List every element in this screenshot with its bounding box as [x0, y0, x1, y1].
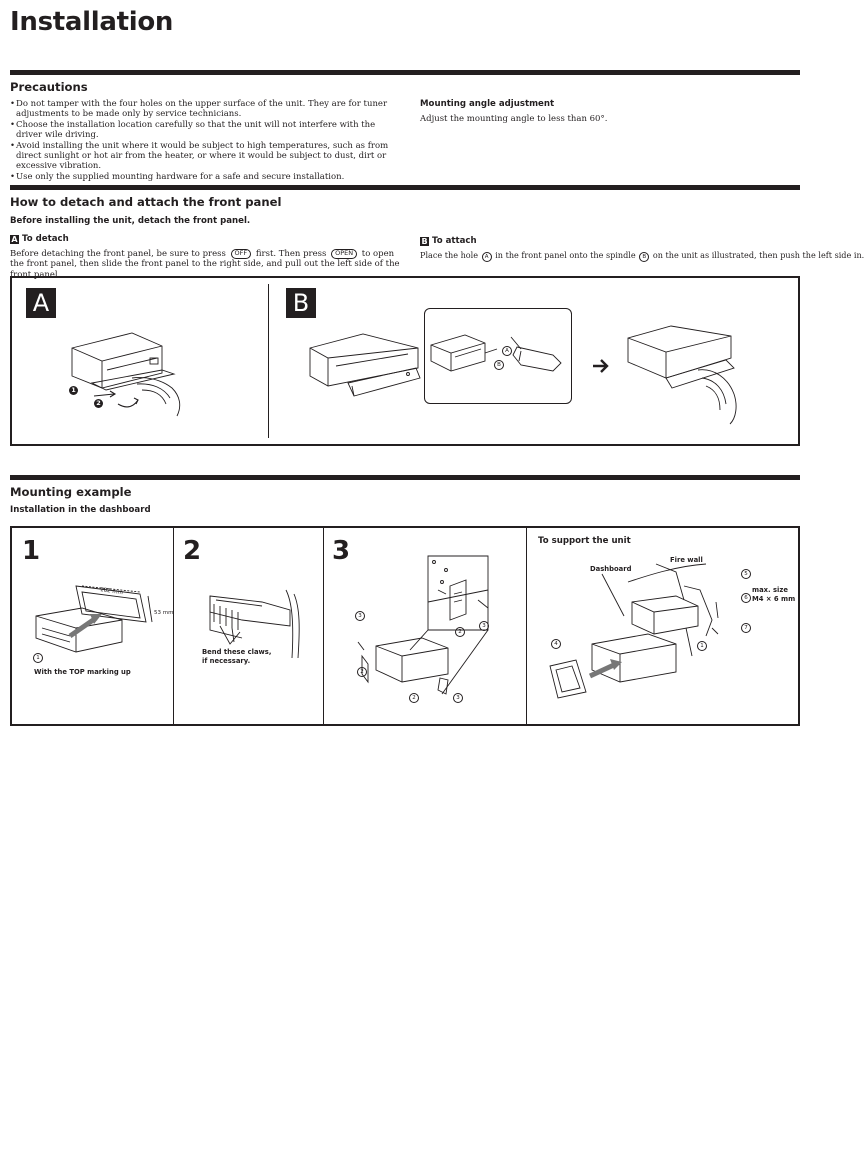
support-callout: [696, 632, 708, 651]
callout-circle: 1: [33, 653, 43, 663]
step-2-marker: 2: [94, 399, 103, 408]
support-heading: To support the unit: [538, 536, 631, 546]
caption-line: M4 × 6 mm: [752, 594, 796, 603]
callout-b-circle: B: [494, 360, 504, 370]
callout-a-circle: A: [502, 346, 512, 356]
step-3-callout: [454, 618, 466, 637]
support-callout: [740, 560, 752, 579]
mounting-heading: Mounting example: [10, 485, 132, 499]
arrow-right-icon: [592, 358, 610, 374]
detach-text-part: to open the front panel, then slide the front panel to the right side, and pull out the left side of the front panel.: [10, 249, 400, 280]
angle-heading: Mounting angle adjustment: [420, 99, 555, 109]
screw-size-label: [752, 586, 795, 603]
detach-badge: A: [11, 235, 18, 244]
section-rule: [10, 475, 800, 480]
dashboard-label: Dashboard: [590, 565, 632, 573]
fire-wall-label: Fire wall: [670, 556, 703, 564]
callout-circle: 3: [355, 611, 365, 621]
detach-heading-text: To detach: [22, 234, 69, 244]
zoom-callout-box: [424, 308, 572, 404]
detach-heading: [10, 234, 69, 244]
callout-circle: 2: [357, 667, 367, 677]
attach-badge: B: [421, 237, 428, 246]
spindle-b-mark: B: [639, 252, 649, 262]
caption-line: max. size: [752, 586, 788, 594]
section-rule: [10, 70, 800, 75]
step-1-marker: 1: [69, 386, 78, 395]
mounting-subheading: Installation in the dashboard: [10, 505, 151, 515]
attach-heading-text: To attach: [432, 236, 477, 246]
support-illustration: [536, 556, 756, 704]
list-item: • Avoid installing the unit where it would be subject to high temperatures, such as from direct sunlight or hot air from the heater, or where it would be subject to dust, dirt or excessive vibration.: [10, 141, 395, 172]
list-item: • Do not tamper with the four holes on the upper surface of the unit. They are for tuner adjustments to be made only by service technicians.: [10, 99, 395, 120]
step-3-callout: [354, 602, 366, 621]
step-2-caption: [202, 648, 271, 665]
step-1-dim-width: 182 mm: [99, 587, 124, 597]
section-rule: [10, 185, 800, 190]
precautions-heading: Precautions: [10, 80, 88, 94]
front-panel-subheading: Before installing the unit, detach the front panel.: [10, 216, 251, 226]
callout-circle: 5: [741, 569, 751, 579]
precautions-list: [10, 99, 395, 182]
callout-circle: 7: [741, 623, 751, 633]
list-item: • Use only the supplied mounting hardware for a safe and secure installation.: [10, 172, 395, 182]
caption-line: Bend these claws,: [202, 648, 272, 656]
step-1-dim-height: 53 mm: [154, 610, 174, 616]
step-1-callout: [32, 644, 44, 663]
callout-b-marker: [493, 351, 505, 370]
angle-text: Adjust the mounting angle to less than 60°.: [420, 114, 608, 124]
step-3-callout: [356, 658, 368, 677]
figure-divider: [173, 528, 174, 724]
figure-divider: [526, 528, 527, 724]
step-3-callout: [408, 684, 420, 703]
callout-circle: 3: [479, 621, 489, 631]
mounting-figure: [10, 526, 800, 726]
step-1-illustration: [30, 580, 174, 660]
page-title: Installation: [10, 7, 174, 37]
attach-unit-illustration: [308, 328, 426, 408]
figure-label-a: A: [26, 288, 56, 318]
callout-circle: 4: [551, 639, 561, 649]
front-panel-figure: [10, 276, 800, 446]
attach-text-part: in the front panel onto the spindle: [495, 250, 636, 260]
callout-circle: 3: [453, 693, 463, 703]
figure-label-b: B: [286, 288, 316, 318]
attach-text-part: Place the hole: [420, 250, 479, 260]
step-1-caption: With the TOP marking up: [34, 668, 131, 676]
step-3-callout: [478, 612, 490, 631]
detach-illustration: [62, 328, 202, 423]
step-3-number: 3: [332, 536, 351, 566]
hole-a-mark: A: [482, 252, 492, 262]
attach-heading: [420, 236, 477, 246]
callout-circle: 1: [697, 641, 707, 651]
off-key-symbol: OFF: [231, 249, 252, 259]
detach-text-part: Before detaching the front panel, be sure to press: [10, 249, 226, 259]
figure-divider: [268, 284, 269, 438]
attached-unit-illustration: [626, 322, 766, 427]
front-panel-heading: How to detach and attach the front panel: [10, 195, 282, 209]
attach-text: [420, 250, 864, 262]
step-2-number: 2: [183, 536, 202, 566]
support-callout: [740, 584, 752, 603]
open-key-symbol: OPEN: [331, 249, 357, 259]
callout-circle: 2: [409, 693, 419, 703]
callout-circle: 2: [455, 627, 465, 637]
detach-text-part: first. Then press: [255, 249, 327, 259]
support-callout: [550, 630, 562, 649]
step-3-callout: [452, 684, 464, 703]
caption-line: if necessary.: [202, 656, 251, 665]
figure-divider: [323, 528, 324, 724]
support-callout: [740, 614, 752, 633]
step-1-number: 1: [22, 536, 41, 566]
callout-circle: 6: [741, 593, 751, 603]
list-item: • Choose the installation location carefully so that the unit will not interfere with the driver wile driving.: [10, 120, 395, 141]
attach-text-part: on the unit as illustrated, then push the left side in.: [652, 250, 864, 260]
